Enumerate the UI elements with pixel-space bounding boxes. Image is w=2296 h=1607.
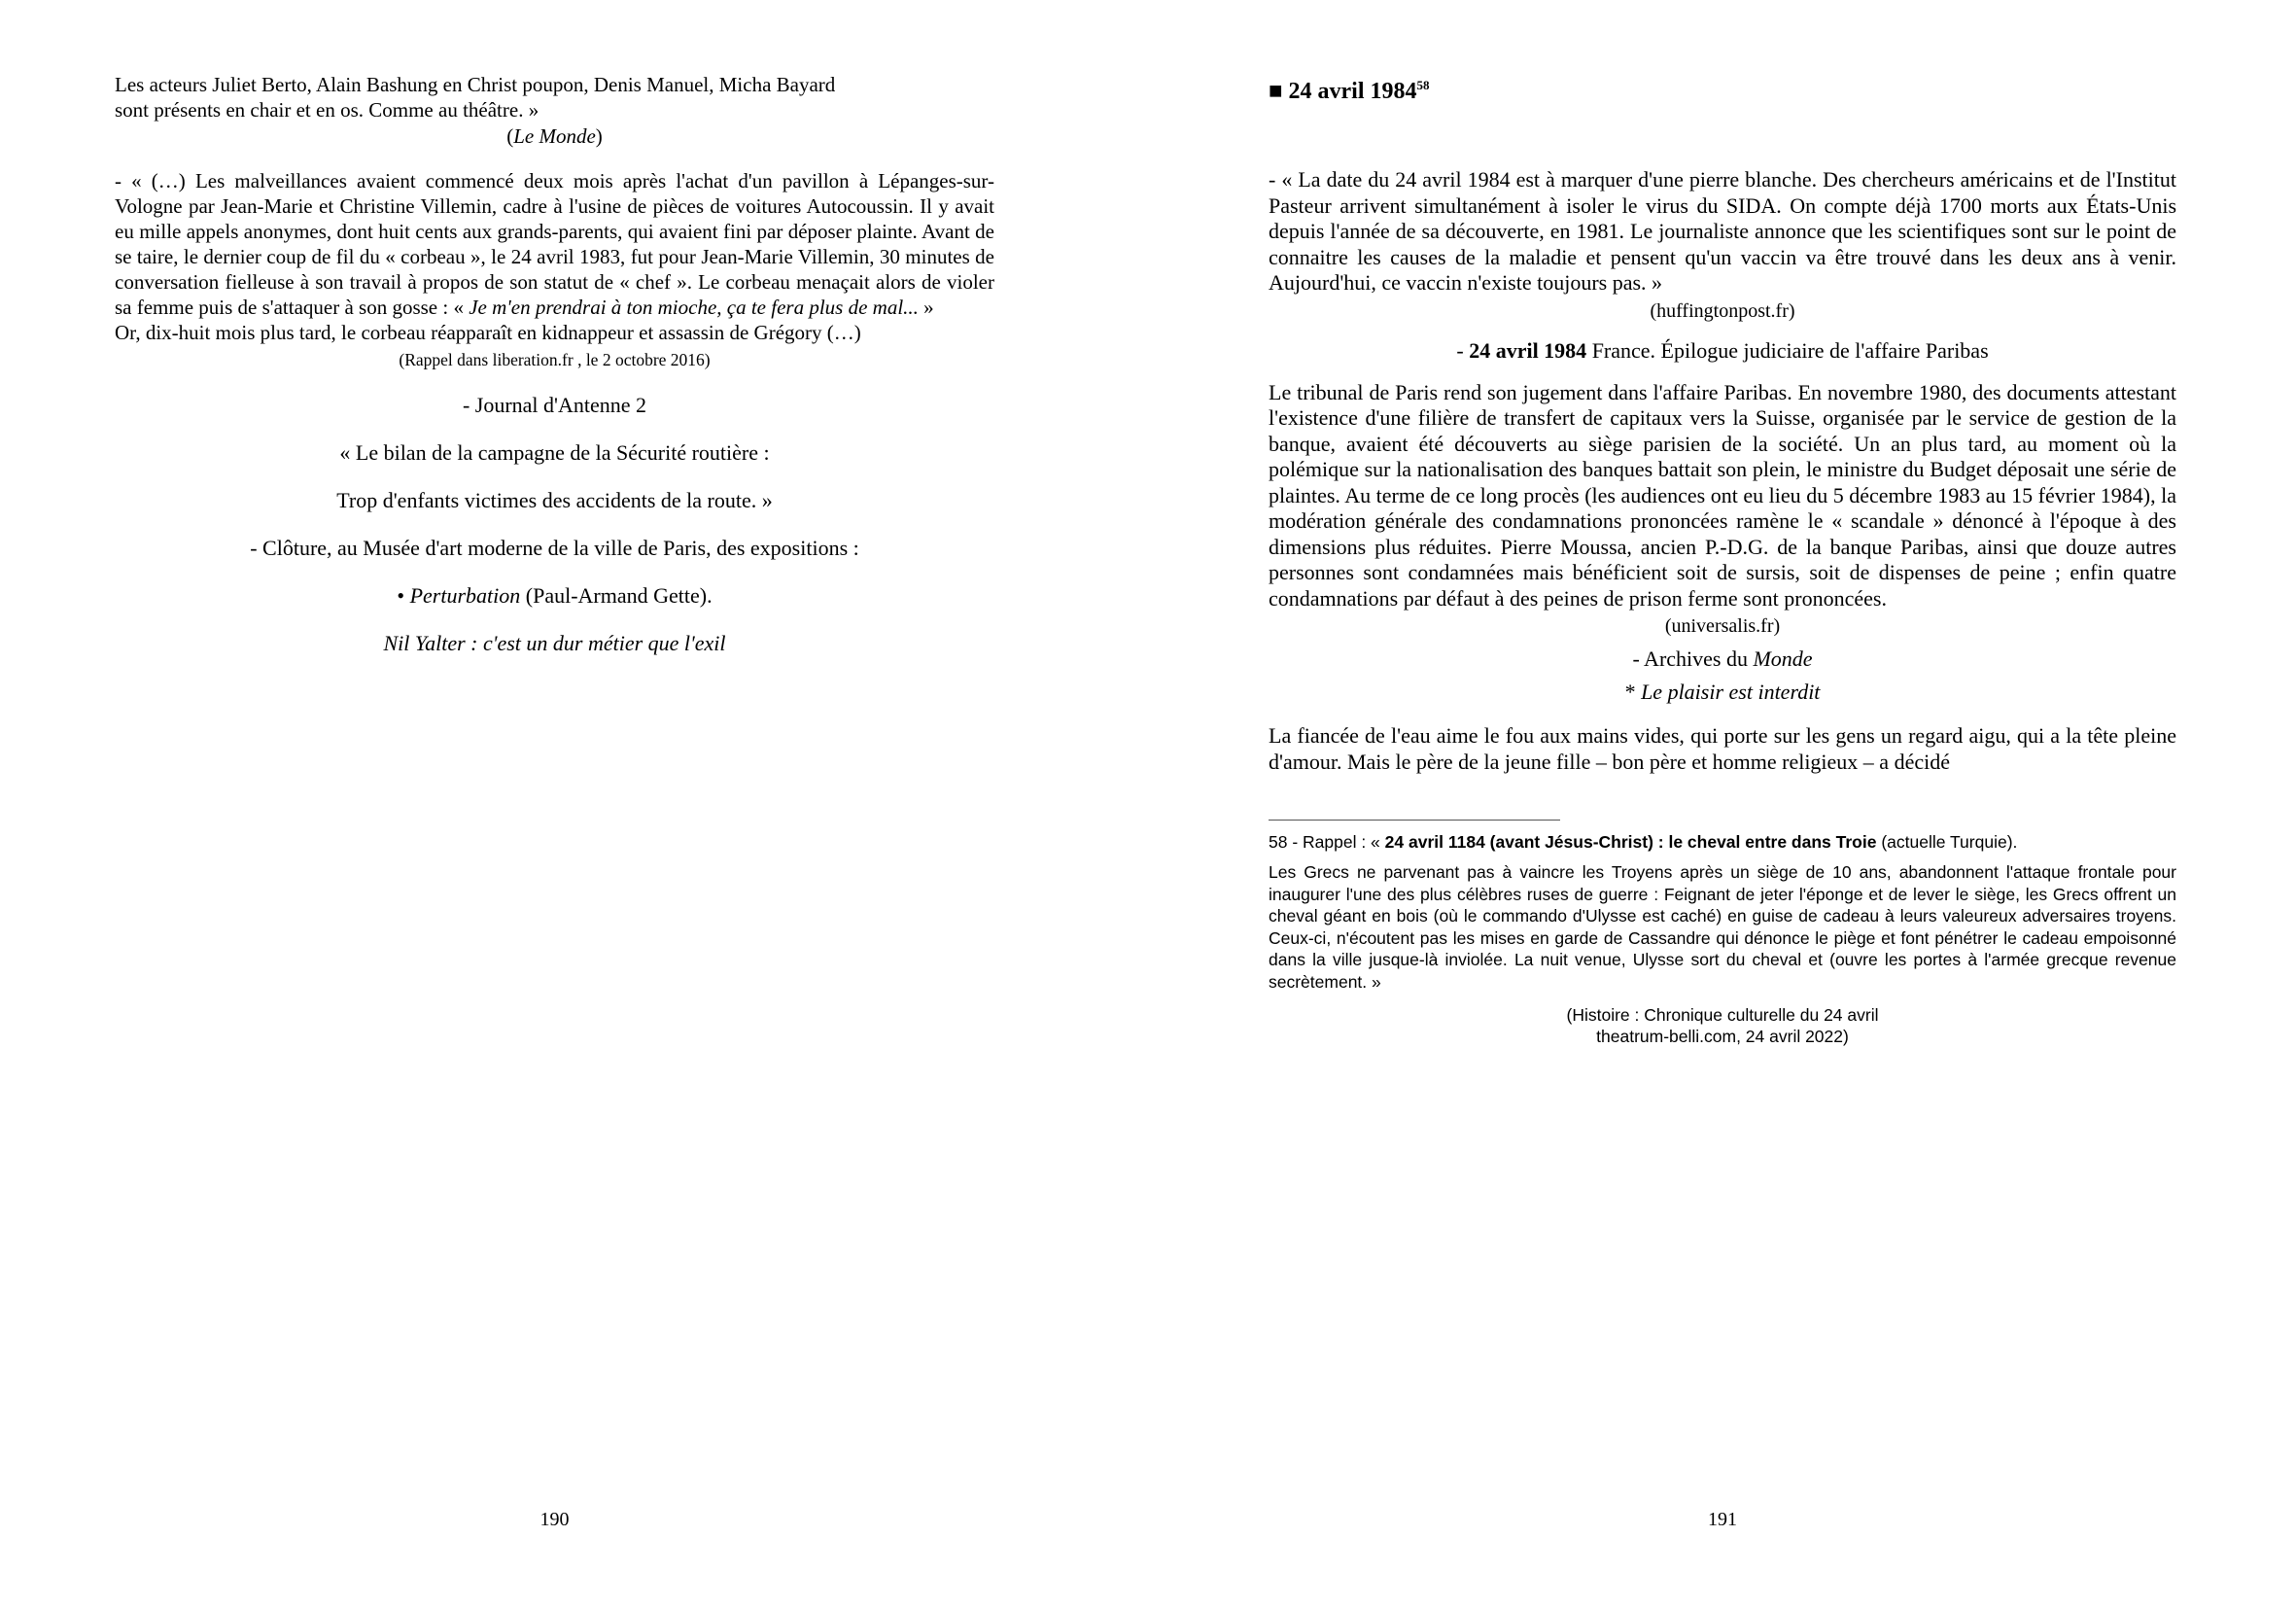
intro-paragraph: Les acteurs Juliet Berto, Alain Bashung en Christ poupon, Denis Manuel, Micha Bayard sont présents en chair et en os. Comme au théâtre. » — [115, 73, 836, 122]
paribas-attribution: (universalis.fr) — [1664, 615, 1781, 637]
footnote-reference: 58 — [1416, 78, 1430, 92]
sida-attribution: (huffingtonpost.fr) — [1650, 299, 1795, 322]
left-text-column — [115, 72, 994, 678]
list-item-bilan-securite: « Le bilan de la campagne de la Sécurité routière : — [339, 440, 770, 465]
list-item-nil-yalter: Nil Yalter : c'est un dur métier que l'exil — [383, 631, 726, 655]
footnote-block — [1269, 820, 2176, 1047]
list-item-journal-antenne2: - Journal d'Antenne 2 — [462, 393, 647, 417]
page-number-left: 190 — [539, 1509, 570, 1530]
list-item-trop-enfants: Trop d'enfants victimes des accidents de la route. » — [336, 488, 773, 512]
black-square-icon: ■ — [1269, 79, 1289, 104]
corbeau-attribution: (Rappel dans liberation.fr , le 2 octobre 2016) — [399, 350, 711, 369]
list-item-perturbation: • Perturbation (Paul-Armand Gette). — [397, 583, 713, 608]
fiancee-paragraph: La fiancée de l'eau aime le fou aux mains vides, qui porte sur les gens un regard aigu, qui a la tête pleine d'amour. Mais le père de la jeune fille – bon père et homme religieux – a décidé — [1269, 723, 2176, 774]
footnote-ref-line: 58 - Rappel : « 24 avril 1184 (avant Jésus-Christ) : le cheval entre dans Troie (actuelle Turquie). — [1269, 832, 2018, 852]
list-item-cloture-musee: - Clôture, au Musée d'art moderne de la ville de Paris, des expositions : — [250, 536, 859, 560]
date-section-heading — [1269, 72, 2176, 105]
section-heading-title: 24 avril 1984 — [1288, 79, 1417, 104]
plaisir-line: * Le plaisir est interdit — [1624, 680, 1821, 704]
page-number-right: 191 — [1708, 1509, 1737, 1530]
sida-paragraph: - « La date du 24 avril 1984 est à marquer d'une pierre blanche. Des chercheurs américains et de l'Institut Pasteur arrivent simultanément à isoler le virus du SIDA. On compte déjà 1700 morts aux États-Unis depuis l'année de sa découverte, en 1981. Le journaliste annonce que les scientifiques sont sur le point de connaitre les causes de la maladie et pensent qu'un vaccin va être trouvé dans les deux ans à venir. Aujourd'hui, ce vaccin n'existe toujours pas. » — [1269, 167, 2176, 295]
page-right — [1148, 0, 2296, 1607]
right-text-column — [1269, 72, 2176, 1047]
footnote-attribution-line1: (Histoire : Chronique culturelle du 24 avril — [1566, 1005, 1879, 1025]
paribas-heading: - 24 avril 1984 France. Épilogue judiciaire de l'affaire Paribas — [1456, 337, 1989, 363]
archives-line: - Archives du Monde — [1632, 646, 1813, 671]
footnote-divider — [1269, 820, 1560, 821]
intro-attribution: (Le Monde) — [506, 124, 603, 148]
paribas-paragraph: Le tribunal de Paris rend son jugement dans l'affaire Paribas. En novembre 1980, des documents attestant l'existence d'une filière de transfert de capitaux vers la Suisse, organisée par le service de gestion de la banque, avaient été découverts au siège parisien de la société. Un an plus tard, au moment où la polémique sur la nationalisation des banques battait son plein, le ministre du Budget déposait une série de plaintes. Au terme de ce long procès (les audiences ont eu lieu du 5 décembre 1983 au 15 février 1984), la modération générale des condamnations prononcées ramène le « scandale » dénoncé à l'époque à des dimensions plus réduites. Pierre Moussa, ancien P.-D.G. de la banque Paribas, ainsi que douze autres personnes sont condamnées mais bénéficient soit de sursis, soit de dispenses de peine ; enfin quatre condamnations par défaut à des peines de prison ferme sont prononcées. — [1269, 379, 2176, 611]
corbeau-paragraph: - « (…) Les malveillances avaient commencé deux mois après l'achat d'un pavillon à Lépanges-sur-Vologne par Jean-Marie et Christine Villemin, cadre à l'usine de pièces de voitures Autocoussin. Il y avait eu mille appels anonymes, dont huit cents aux grands-parents, qui avaient fini par déposer plainte. Avant de se taire, le dernier coup de fil du « corbeau », le 24 avril 1983, fut pour Jean-Marie Villemin, 30 minutes de conversation fielleuse à son travail à propos de son statut de « chef ». Le corbeau menaçait alors de violer sa femme puis de s'attaquer à son gosse : « Je m'en prendrai à ton mioche, ça te fera plus de mal... » — [115, 169, 994, 319]
corbeau-followup: Or, dix-huit mois plus tard, le corbeau réapparaît en kidnappeur et assassin de Grégory (…) — [115, 321, 861, 344]
footnote-body: Les Grecs ne parvenant pas à vaincre les Troyens après un siège de 10 ans, abandonnent l'attaque frontale pour inaugurer l'une des plus célèbres ruses de guerre : Feignant de jeter l'éponge et de lever le siège, les Grecs offrent un cheval géant en bois (où le commando d'Ulysse est caché) en guise de cadeau à leurs valeureux adversaires troyens. Ceux-ci, n'écoutent pas les mises en garde de Cassandre qui dénonce le piège et font pénétrer le cadeau empoisonné dans la ville jusque-là inviolée. La nuit venue, Ulysse sort du cheval et (ouvre les portes à l'armée grecque revenue secrètement. » — [1269, 862, 2176, 992]
program-list — [115, 392, 994, 656]
footnote-attribution-line2: theatrum-belli.com, 24 avril 2022) — [1596, 1027, 1849, 1046]
